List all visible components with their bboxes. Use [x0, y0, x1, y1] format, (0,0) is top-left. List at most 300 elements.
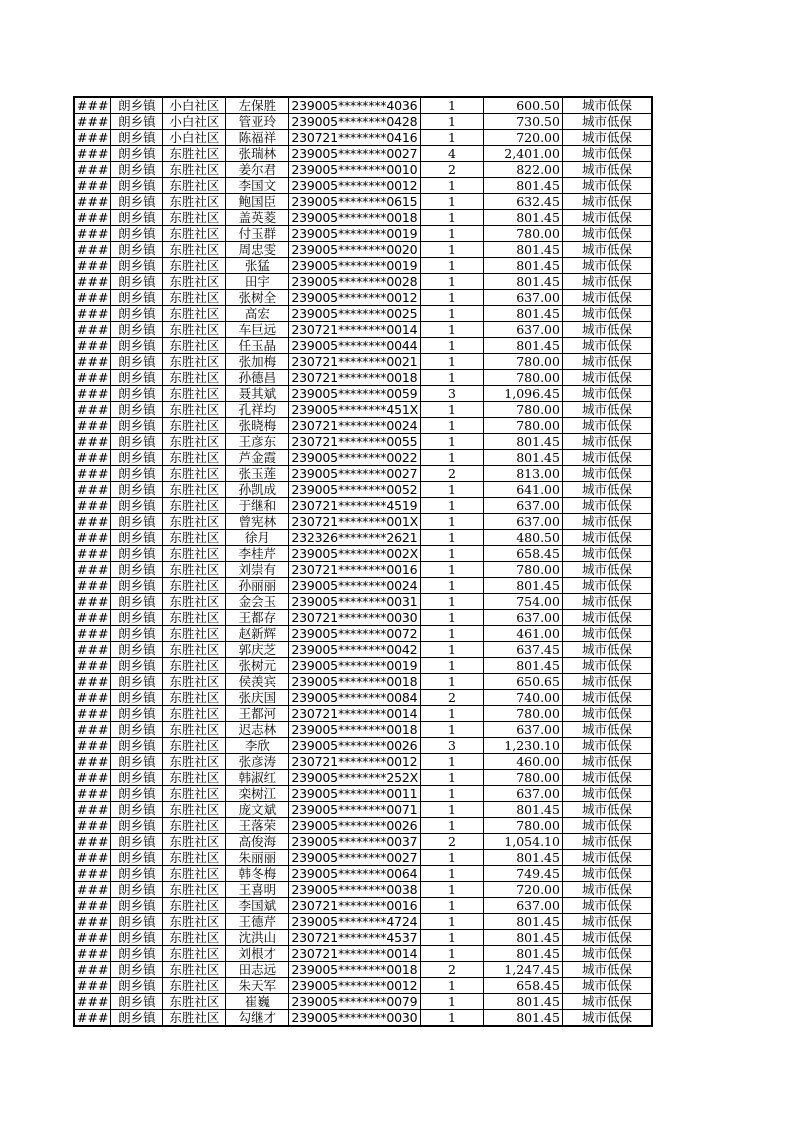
name-cell: 任玉晶 [226, 338, 289, 354]
row-index: ### [74, 546, 111, 562]
id-number-cell: 230721********001X [289, 514, 421, 530]
category-cell: 城市低保 [562, 754, 652, 770]
town-cell: 朗乡镇 [111, 706, 163, 722]
row-index: ### [74, 946, 111, 962]
amount-cell: 637.00 [483, 722, 562, 738]
community-cell: 东胜社区 [163, 722, 226, 738]
category-cell: 城市低保 [562, 466, 652, 482]
id-number-cell: 239005********0019 [289, 226, 421, 242]
household-size-cell: 2 [420, 466, 483, 482]
household-size-cell: 1 [420, 514, 483, 530]
town-cell: 朗乡镇 [111, 722, 163, 738]
id-number-cell: 239005********0027 [289, 850, 421, 866]
row-index: ### [74, 466, 111, 482]
amount-cell: 1,230.10 [483, 738, 562, 754]
category-cell: 城市低保 [562, 130, 652, 146]
household-size-cell: 1 [420, 354, 483, 370]
table-row [74, 466, 652, 482]
household-size-cell: 1 [420, 802, 483, 818]
amount-cell: 460.00 [483, 754, 562, 770]
amount-cell: 822.00 [483, 162, 562, 178]
amount-cell: 801.45 [483, 306, 562, 322]
row-index: ### [74, 578, 111, 594]
row-index: ### [74, 1010, 111, 1027]
community-cell: 东胜社区 [163, 770, 226, 786]
amount-cell: 801.45 [483, 338, 562, 354]
town-cell: 朗乡镇 [111, 642, 163, 658]
household-size-cell: 1 [420, 626, 483, 642]
name-cell: 迟志林 [226, 722, 289, 738]
table-row [74, 402, 652, 418]
id-number-cell: 239005********0025 [289, 306, 421, 322]
table-row [74, 306, 652, 322]
community-cell: 东胜社区 [163, 642, 226, 658]
town-cell: 朗乡镇 [111, 178, 163, 194]
category-cell: 城市低保 [562, 978, 652, 994]
name-cell: 付玉群 [226, 226, 289, 242]
name-cell: 张玉莲 [226, 466, 289, 482]
category-cell: 城市低保 [562, 850, 652, 866]
row-index: ### [74, 786, 111, 802]
category-cell: 城市低保 [562, 210, 652, 226]
household-size-cell: 2 [420, 834, 483, 850]
table-row [74, 642, 652, 658]
name-cell: 盖英菱 [226, 210, 289, 226]
id-number-cell: 239005********0079 [289, 994, 421, 1010]
household-size-cell: 1 [420, 226, 483, 242]
household-size-cell: 1 [420, 978, 483, 994]
table-row [74, 274, 652, 290]
town-cell: 朗乡镇 [111, 786, 163, 802]
amount-cell: 637.00 [483, 514, 562, 530]
community-cell: 东胜社区 [163, 994, 226, 1010]
household-size-cell: 1 [420, 546, 483, 562]
id-number-cell: 239005********0011 [289, 786, 421, 802]
town-cell: 朗乡镇 [111, 226, 163, 242]
household-size-cell: 1 [420, 994, 483, 1010]
category-cell: 城市低保 [562, 482, 652, 498]
row-index: ### [74, 258, 111, 274]
id-number-cell: 239005********0084 [289, 690, 421, 706]
row-index: ### [74, 818, 111, 834]
table-row [74, 210, 652, 226]
name-cell: 王都存 [226, 610, 289, 626]
table-row [74, 546, 652, 562]
community-cell: 东胜社区 [163, 898, 226, 914]
town-cell: 朗乡镇 [111, 946, 163, 962]
category-cell: 城市低保 [562, 354, 652, 370]
table-row [74, 770, 652, 786]
household-size-cell: 1 [420, 898, 483, 914]
town-cell: 朗乡镇 [111, 562, 163, 578]
town-cell: 朗乡镇 [111, 914, 163, 930]
table-row [74, 242, 652, 258]
household-size-cell: 1 [420, 498, 483, 514]
household-size-cell: 1 [420, 210, 483, 226]
row-index: ### [74, 850, 111, 866]
town-cell: 朗乡镇 [111, 898, 163, 914]
household-size-cell: 1 [420, 658, 483, 674]
town-cell: 朗乡镇 [111, 418, 163, 434]
amount-cell: 813.00 [483, 466, 562, 482]
row-index: ### [74, 146, 111, 162]
amount-cell: 637.00 [483, 290, 562, 306]
community-cell: 东胜社区 [163, 354, 226, 370]
town-cell: 朗乡镇 [111, 530, 163, 546]
community-cell: 东胜社区 [163, 434, 226, 450]
amount-cell: 650.65 [483, 674, 562, 690]
name-cell: 张加梅 [226, 354, 289, 370]
category-cell: 城市低保 [562, 290, 652, 306]
category-cell: 城市低保 [562, 610, 652, 626]
name-cell: 王都河 [226, 706, 289, 722]
household-size-cell: 1 [420, 930, 483, 946]
row-index: ### [74, 930, 111, 946]
id-number-cell: 230721********4537 [289, 930, 421, 946]
community-cell: 东胜社区 [163, 258, 226, 274]
amount-cell: 801.45 [483, 914, 562, 930]
community-cell: 东胜社区 [163, 322, 226, 338]
table-row [74, 738, 652, 754]
row-index: ### [74, 274, 111, 290]
name-cell: 姜尔君 [226, 162, 289, 178]
town-cell: 朗乡镇 [111, 690, 163, 706]
name-cell: 勾继才 [226, 1010, 289, 1027]
town-cell: 朗乡镇 [111, 450, 163, 466]
community-cell: 东胜社区 [163, 514, 226, 530]
town-cell: 朗乡镇 [111, 466, 163, 482]
amount-cell: 801.45 [483, 930, 562, 946]
category-cell: 城市低保 [562, 546, 652, 562]
category-cell: 城市低保 [562, 834, 652, 850]
amount-cell: 1,054.10 [483, 834, 562, 850]
name-cell: 张庆国 [226, 690, 289, 706]
category-cell: 城市低保 [562, 146, 652, 162]
category-cell: 城市低保 [562, 242, 652, 258]
name-cell: 高俊海 [226, 834, 289, 850]
name-cell: 李国斌 [226, 898, 289, 914]
community-cell: 东胜社区 [163, 1010, 226, 1027]
town-cell: 朗乡镇 [111, 482, 163, 498]
household-size-cell: 1 [420, 290, 483, 306]
row-index: ### [74, 658, 111, 674]
household-size-cell: 2 [420, 162, 483, 178]
row-index: ### [74, 866, 111, 882]
name-cell: 张树全 [226, 290, 289, 306]
town-cell: 朗乡镇 [111, 290, 163, 306]
table-row [74, 514, 652, 530]
table-row [74, 818, 652, 834]
household-size-cell: 1 [420, 130, 483, 146]
household-size-cell: 1 [420, 722, 483, 738]
amount-cell: 720.00 [483, 130, 562, 146]
household-size-cell: 1 [420, 706, 483, 722]
id-number-cell: 239005********0020 [289, 242, 421, 258]
table-row [74, 482, 652, 498]
household-size-cell: 4 [420, 146, 483, 162]
category-cell: 城市低保 [562, 594, 652, 610]
amount-cell: 730.50 [483, 114, 562, 130]
table-row [74, 130, 652, 146]
amount-cell: 637.45 [483, 642, 562, 658]
id-number-cell: 239005********0018 [289, 674, 421, 690]
category-cell: 城市低保 [562, 658, 652, 674]
amount-cell: 658.45 [483, 546, 562, 562]
row-index: ### [74, 802, 111, 818]
id-number-cell: 239005********451X [289, 402, 421, 418]
id-number-cell: 239005********002X [289, 546, 421, 562]
name-cell: 沈洪山 [226, 930, 289, 946]
name-cell: 孙德昌 [226, 370, 289, 386]
table-row [74, 658, 652, 674]
id-number-cell: 239005********0022 [289, 450, 421, 466]
category-cell: 城市低保 [562, 418, 652, 434]
name-cell: 孙凯成 [226, 482, 289, 498]
name-cell: 高宏 [226, 306, 289, 322]
table-row [74, 978, 652, 994]
table-row [74, 914, 652, 930]
id-number-cell: 239005********4036 [289, 97, 421, 114]
amount-cell: 780.00 [483, 226, 562, 242]
row-index: ### [74, 610, 111, 626]
amount-cell: 801.45 [483, 802, 562, 818]
amount-cell: 801.45 [483, 434, 562, 450]
name-cell: 张晓梅 [226, 418, 289, 434]
table-row [74, 898, 652, 914]
row-index: ### [74, 338, 111, 354]
town-cell: 朗乡镇 [111, 994, 163, 1010]
table-row [74, 866, 652, 882]
table-row [74, 706, 652, 722]
id-number-cell: 230721********0030 [289, 610, 421, 626]
town-cell: 朗乡镇 [111, 978, 163, 994]
id-number-cell: 239005********0012 [289, 178, 421, 194]
category-cell: 城市低保 [562, 818, 652, 834]
category-cell: 城市低保 [562, 97, 652, 114]
id-number-cell: 239005********0027 [289, 146, 421, 162]
row-index: ### [74, 594, 111, 610]
id-number-cell: 230721********0014 [289, 322, 421, 338]
community-cell: 东胜社区 [163, 498, 226, 514]
name-cell: 崔巍 [226, 994, 289, 1010]
id-number-cell: 239005********0044 [289, 338, 421, 354]
community-cell: 东胜社区 [163, 738, 226, 754]
category-cell: 城市低保 [562, 994, 652, 1010]
name-cell: 孙丽丽 [226, 578, 289, 594]
id-number-cell: 239005********0019 [289, 258, 421, 274]
amount-cell: 600.50 [483, 97, 562, 114]
table-row [74, 722, 652, 738]
table-row [74, 258, 652, 274]
town-cell: 朗乡镇 [111, 338, 163, 354]
row-index: ### [74, 114, 111, 130]
name-cell: 田志远 [226, 962, 289, 978]
community-cell: 东胜社区 [163, 338, 226, 354]
name-cell: 栾树江 [226, 786, 289, 802]
table-row [74, 930, 652, 946]
category-cell: 城市低保 [562, 226, 652, 242]
name-cell: 张彦涛 [226, 754, 289, 770]
town-cell: 朗乡镇 [111, 850, 163, 866]
table-row [74, 386, 652, 402]
row-index: ### [74, 514, 111, 530]
household-size-cell: 1 [420, 866, 483, 882]
household-size-cell: 1 [420, 770, 483, 786]
amount-cell: 780.00 [483, 706, 562, 722]
community-cell: 东胜社区 [163, 274, 226, 290]
community-cell: 东胜社区 [163, 290, 226, 306]
id-number-cell: 239005********0071 [289, 802, 421, 818]
community-cell: 小白社区 [163, 97, 226, 114]
amount-cell: 801.45 [483, 578, 562, 594]
id-number-cell: 239005********0615 [289, 194, 421, 210]
amount-cell: 720.00 [483, 882, 562, 898]
name-cell: 朱天军 [226, 978, 289, 994]
community-cell: 东胜社区 [163, 178, 226, 194]
household-size-cell: 1 [420, 642, 483, 658]
amount-cell: 632.45 [483, 194, 562, 210]
household-size-cell: 2 [420, 962, 483, 978]
community-cell: 东胜社区 [163, 626, 226, 642]
category-cell: 城市低保 [562, 882, 652, 898]
row-index: ### [74, 978, 111, 994]
town-cell: 朗乡镇 [111, 834, 163, 850]
household-size-cell: 1 [420, 786, 483, 802]
town-cell: 朗乡镇 [111, 962, 163, 978]
name-cell: 徐月 [226, 530, 289, 546]
row-index: ### [74, 626, 111, 642]
row-index: ### [74, 530, 111, 546]
name-cell: 芦金霞 [226, 450, 289, 466]
category-cell: 城市低保 [562, 642, 652, 658]
amount-cell: 801.45 [483, 850, 562, 866]
community-cell: 东胜社区 [163, 418, 226, 434]
row-index: ### [74, 450, 111, 466]
community-cell: 东胜社区 [163, 962, 226, 978]
community-cell: 东胜社区 [163, 578, 226, 594]
id-number-cell: 239005********0064 [289, 866, 421, 882]
amount-cell: 801.45 [483, 658, 562, 674]
category-cell: 城市低保 [562, 402, 652, 418]
category-cell: 城市低保 [562, 946, 652, 962]
name-cell: 郭庆芝 [226, 642, 289, 658]
name-cell: 刘根才 [226, 946, 289, 962]
category-cell: 城市低保 [562, 162, 652, 178]
town-cell: 朗乡镇 [111, 306, 163, 322]
household-size-cell: 1 [420, 882, 483, 898]
row-index: ### [74, 370, 111, 386]
community-cell: 东胜社区 [163, 946, 226, 962]
town-cell: 朗乡镇 [111, 546, 163, 562]
category-cell: 城市低保 [562, 514, 652, 530]
household-size-cell: 1 [420, 578, 483, 594]
name-cell: 王落荣 [226, 818, 289, 834]
amount-cell: 740.00 [483, 690, 562, 706]
table-row [74, 1010, 652, 1027]
table-row [74, 994, 652, 1010]
row-index: ### [74, 210, 111, 226]
id-number-cell: 239005********0038 [289, 882, 421, 898]
town-cell: 朗乡镇 [111, 738, 163, 754]
household-size-cell: 1 [420, 306, 483, 322]
category-cell: 城市低保 [562, 434, 652, 450]
amount-cell: 801.45 [483, 242, 562, 258]
category-cell: 城市低保 [562, 738, 652, 754]
name-cell: 周忠雯 [226, 242, 289, 258]
household-size-cell: 1 [420, 594, 483, 610]
id-number-cell: 230721********0014 [289, 706, 421, 722]
town-cell: 朗乡镇 [111, 674, 163, 690]
town-cell: 朗乡镇 [111, 354, 163, 370]
table-row [74, 530, 652, 546]
town-cell: 朗乡镇 [111, 434, 163, 450]
row-index: ### [74, 242, 111, 258]
name-cell: 田宇 [226, 274, 289, 290]
row-index: ### [74, 754, 111, 770]
community-cell: 东胜社区 [163, 482, 226, 498]
row-index: ### [74, 994, 111, 1010]
id-number-cell: 239005********0026 [289, 738, 421, 754]
id-number-cell: 239005********0018 [289, 722, 421, 738]
category-cell: 城市低保 [562, 626, 652, 642]
row-index: ### [74, 706, 111, 722]
table-row [74, 850, 652, 866]
amount-cell: 780.00 [483, 354, 562, 370]
household-size-cell: 1 [420, 242, 483, 258]
community-cell: 东胜社区 [163, 786, 226, 802]
name-cell: 鲍国臣 [226, 194, 289, 210]
row-index: ### [74, 738, 111, 754]
id-number-cell: 239005********0028 [289, 274, 421, 290]
town-cell: 朗乡镇 [111, 162, 163, 178]
town-cell: 朗乡镇 [111, 754, 163, 770]
table-row [74, 802, 652, 818]
id-number-cell: 239005********0026 [289, 818, 421, 834]
household-size-cell: 2 [420, 690, 483, 706]
table-row [74, 834, 652, 850]
id-number-cell: 239005********0027 [289, 466, 421, 482]
table-row [74, 226, 652, 242]
category-cell: 城市低保 [562, 722, 652, 738]
amount-cell: 801.45 [483, 178, 562, 194]
name-cell: 王彦东 [226, 434, 289, 450]
row-index: ### [74, 97, 111, 114]
id-number-cell: 239005********0019 [289, 658, 421, 674]
amount-cell: 780.00 [483, 418, 562, 434]
community-cell: 东胜社区 [163, 450, 226, 466]
household-size-cell: 1 [420, 914, 483, 930]
amount-cell: 658.45 [483, 978, 562, 994]
id-number-cell: 230721********0055 [289, 434, 421, 450]
name-cell: 曾宪林 [226, 514, 289, 530]
amount-cell: 801.45 [483, 450, 562, 466]
table-row [74, 450, 652, 466]
row-index: ### [74, 418, 111, 434]
name-cell: 朱丽丽 [226, 850, 289, 866]
town-cell: 朗乡镇 [111, 658, 163, 674]
household-size-cell: 1 [420, 178, 483, 194]
amount-cell: 801.45 [483, 210, 562, 226]
household-size-cell: 1 [420, 194, 483, 210]
amount-cell: 749.45 [483, 866, 562, 882]
id-number-cell: 239005********4724 [289, 914, 421, 930]
id-number-cell: 239005********0018 [289, 210, 421, 226]
row-index: ### [74, 482, 111, 498]
row-index: ### [74, 306, 111, 322]
category-cell: 城市低保 [562, 802, 652, 818]
row-index: ### [74, 498, 111, 514]
row-index: ### [74, 834, 111, 850]
